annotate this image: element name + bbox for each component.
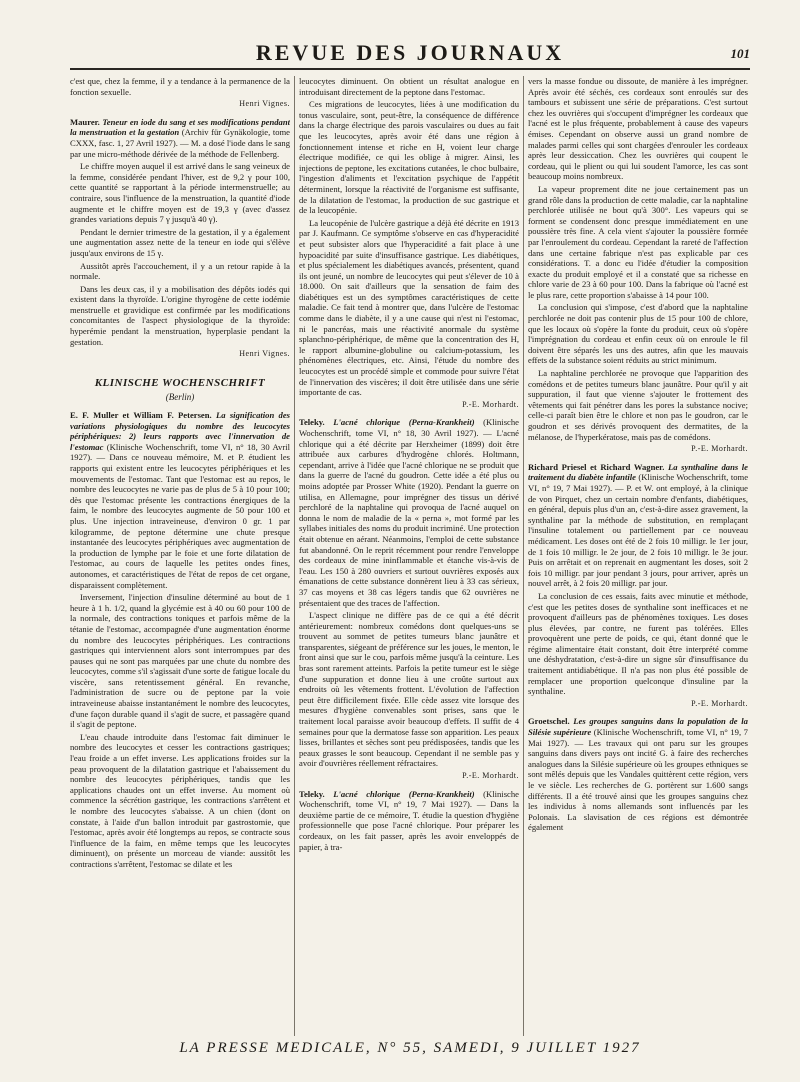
article-columns <box>70 76 750 1036</box>
article-title: La synthaline dans le traitement du diabète infantile <box>528 461 748 483</box>
article-muller-petersen <box>70 410 290 590</box>
signature: Henri Vignes. <box>239 349 290 359</box>
journal-city: (Berlin) <box>165 392 195 403</box>
signature: P.-E. Morhardt. <box>462 399 519 409</box>
paragraph: La conclusion de ces essais, faits avec minutie et méthode, c'est que les petites doses de synthaline sont inefficaces et ne provoquent d'ailleurs pas de phénomènes toxiques. Les doses plus élevées, par contre, ne furent pas tolérées. Elles provoquèrent une perte de poids, ce qui, étant donné que le régime alimentaire était constant, doit être interprété comme une déshydratation, c'est-à-dire un signe sûr d'insuffisance du traitement antidiabétique. Il n'a pas non plus été possible de remplacer une proportion quelconque d'insuline par la synthaline. <box>528 590 748 697</box>
article-title: Teneur en iode du sang et ses modifications pendant la menstruation et la gestation <box>70 116 290 138</box>
article-author: Teleky. <box>299 417 325 428</box>
paragraph: L'aspect clinique ne diffère pas de ce qui a été décrit antérieurement: nombreux comédons dont quelques-uns se trouvent au sommet de petites tumeurs blanc jaunâtre et transparentes, siégeant de préférence sur les joues, le menton, le front ainsi que sur le cou, parfois même jusqu'à la ceinture. Les bras sont rarement atteints. Parfois la petite tumeur est le siège d'une suppuration et donne lieu à une croûte surtout aux endroits où les vêtements frottent. L'évolution de l'affection peut être difficilement fixée. Elle cède assez vite lorsque des mesures d'hygiène convenables sont prises, sans que le traitement local paraisse avoir beaucoup d'effets. Il suffit de 4 semaines pour que la dermatose fasse son apparition. Les peaux lisses, brillantes et sèches sont peu prédisposées, tandis que les peaux grasses le sont beaucoup. Cependant il ne semble pas y avoir d'ouvrières réellement réfractaires. <box>299 610 519 769</box>
paragraph: La vapeur proprement dite ne joue certainement pas un grand rôle dans la production de cette maladie, car la naphtaline perchlorée utilisée ne bout qu'à 300°. Les vapeurs qui se forment se condensent donc presque immédiatement en une poussière très fine. A cela vient s'ajouter la poussière formée par l'enroulement du cordeau. Cependant la rareté de l'affection dans une certaine fabrique n'est pas explicable par ces considérations. T. a donc eu l'idée d'étudier la composition exacte du produit employé et il a constaté que sa richesse en chlore varie de 23 à 60 pour 100. Dans la fabrique où l'acné est le plus rare, cette proportion s'abaisse à 14 pour 100. <box>528 183 748 300</box>
article-author: Teleky. <box>299 788 325 799</box>
paragraph: leucocytes diminuent. On obtient un résultat analogue en introduisant directement de la peptone dans l'estomac. <box>299 76 519 97</box>
signature: Henri Vignes. <box>239 99 290 109</box>
column-2 <box>299 76 519 1036</box>
article-reference: (Klinische Wochenschrift, tome VI, n° 19, 7 Mai 1927). — Dans la deuxième partie de ce mémoire, T. étudie la question d'hygiène professionnelle que pose l'acné chlorique. Pour préparer les cordeaux, on les fait passer, après les avoir enveloppés de papier, à tra- <box>299 788 519 852</box>
paragraph: Pendant le dernier trimestre de la gestation, il y a également une augmentation assez nette de la teneur en iode qui s'élève jusqu'aux environs de 15 γ. <box>70 226 290 258</box>
article-reference: (Klinische Wochenschrift, tome VI, n° 19, 7 Mai 1927). — Les travaux qui ont paru sur les groupes sanguins dans divers pays ont incité G. à faire des recherches analogues dans la Silésie supérieure où les groupes ethniques se sont mêlés depuis que les Vandales quittèrent cette région, vers le ve siècle. Les recherches de G. portèrent sur 1.600 sangs différents. Il a été trouvé ainsi que les groupes sanguins chez les individus à noms allemands sont influencés par les Polonais. La slavisation de ces régions est démontrée également <box>528 727 748 833</box>
column-1 <box>70 76 290 1036</box>
paragraph: La conclusion qui s'impose, c'est d'abord que la naphtaline perchlorée ne doit pas contenir plus de 15 pour 100 de chlore, que les locaux où s'opère la fonte du produit, ceux où s'opère l'imprégnation du cordeau et enfin ceux où on enroule le fil doivent être séparés les uns des autres, afin que les mauvais effets de la substance soient réduits au strict minimum. <box>528 302 748 366</box>
article-title: Les groupes sanguins dans la population de la Silésie supérieure <box>528 716 748 738</box>
signature: P.-E. Morhardt. <box>691 444 748 454</box>
article-reference: (Klinische Wochenschrift, tome VI, n° 18, 30 Avril 1927). — L'acné chlorique qui a été décrite par Herxheimer (1899) doit être attribuée aux carbures d'hydrogène chlorés. Holtmann, cependant, arrive à l'idée que l'acné chlorique ne se produit que dans la guerre de l'acné du goudron. Cette idée a été plus ou moins adoptée par Prosser White (1920). Pendant la guerre on utilisa, en Allemagne, pour imprégner des tissus un dérivé perchloré de la naphtaline qui provoqua de l'acné auquel on donna le nom de maladie de la « perna », mot formé par les syllabes initiales des noms du produit incriminé. Une protection était obtenue en aérant. Néanmoins, l'emploi de cette substance fut abandonné. On le reprit récemment pour rendre l'enveloppe des cordeaux de mine ininflammable et étanche vis-à-vis de l'eau. Les 150 à 280 ouvriers et surtout ouvrières exposés aux émanations de cette substance donnèrent lieu à 33 cas sérieux, 37 cas moyens et 38 cas légers tandis que 62 ouvrières ne présentaient que des traces de l'affection. <box>299 417 519 608</box>
page-footer: LA PRESSE MEDICALE, N° 55, SAMEDI, 9 JUILLET 1927 <box>179 1040 641 1056</box>
running-header <box>70 30 750 70</box>
article-author: Maurer. <box>70 116 100 127</box>
paragraph: Aussitôt après l'accouchement, il y a un retour rapide à la normale. <box>70 260 290 282</box>
column-divider <box>523 76 524 1036</box>
signature: P.-E. Morhardt. <box>462 771 519 780</box>
column-divider <box>294 76 295 1036</box>
paragraph: vers la masse fondue ou dissoute, de manière à les imprégner. Après avoir été séchés, ces cordeaux sont enroulés sur des tambours et subissent une série de préparations. C'est surtout chez les ouvrières qui s'occupent d'imprégner les cordeaux que l'acné est le plus fréquente, probablement à cause des vapeurs émises. Cependant on observe aussi un grand nombre de malades parmi celles qui sont chargées d'enrouler les cordeaux après leur dessiccation. Chez les ouvrières qui coupent le cordeau, qui le plient ou qui lui soudent l'amorce, les cas sont beaucoup moins nombreux. <box>528 76 748 182</box>
article-teleky-2 <box>299 789 519 853</box>
paragraph: La naphtaline perchlorée ne provoque que l'apparition des comédons et de petites tumeurs blanc jaunâtre. Pour qu'il y ait suppuration, il faut que vienne s'ajouter le frottement des vêtements qui fait pénétrer dans les pores la substance nocive; celle-ci paraît bien être le chlore et non pas le goudron, car le goudron et ses dérivés provoquent des dermatites, de la mélanose, de l'hyperkératose, mais pas de comédons. <box>528 368 748 442</box>
journal-section-title: REVUE DES JOURNAUX <box>255 40 565 65</box>
article-title: L'acné chlorique (Perna-Krankheit) <box>333 788 475 799</box>
article-reference: (Klinische Wochenschrift, tome VI, n° 18, 30 Avril 1927). — Dans ce nouveau mémoire, M. et P. étudient les rapports qui existent entre les leucocytes périphériques et les mouvements de l'estomac. Tant que l'estomac est au repos, le nombre des leucocytes ne varie pas de plus de 5 à 10 pour 100; dès que l'estomac présente les contractions énergiques de la faim, le nombre des leucocytes augmente de 50 pour 100 et plus. Une injection intraveineuse, d'environ 0 gr. 1 par kilogramme, de peptone détermine une chute presque instantanée des leucocytes périphériques avec augmentation de la production de lymphe par le foie et une forte dilatation de l'estomac, au cours de laquelle les petites ondes fines, autonomes, et caractéristiques de l'état de repos de cet organe, disparaissent complètement. <box>70 441 290 590</box>
page-number: 101 <box>730 46 750 61</box>
article-priesel-wagner <box>528 462 748 589</box>
article-reference: (Archiv für Gynäkologie, tome CXXX, fasc. 1, 27 Avril 1927). — M. a dosé l'iode dans le sang par une micro-méthode dérivée de la méthode de Fellenberg. <box>70 127 290 159</box>
signature: P.-E. Morhardt. <box>691 698 748 708</box>
article-author: Richard Priesel et Richard Wagner. <box>528 461 665 472</box>
article-teleky-1 <box>299 417 519 608</box>
article-maurer <box>70 117 290 159</box>
paragraph: La leucopénie de l'ulcère gastrique a déjà été décrite en 1913 par J. Kaufmann. Ce symptôme s'observe en cas d'hyperacidité et peut subsister alors que l'hyperacidité a fait place à une hypoacidité par suite d'insuffisance gastrique. Les diabétiques, et plus spécialement les diabétiques avancés, présentent, quand ils ont jeuné, un nombre de leucocytes qui peut s'élever de 10 à 18.000. On sait d'ailleurs que la sensation de faim des diabétiques est un des symptômes caractéristiques de cette maladie. Ce fait tend à montrer que, dans l'ulcère de l'estomac comme dans le diabète, il y a une cause qui n'est ni l'estomac, ni le pancréas, mais une réactivité anormale du système splanchno-périphérique, de même que la concentration des H, le rapport albumine-globuline ou calcium-potassium, les phénomènes électriques, etc. Ainsi, l'étude du nombre des leucocytes est un procédé simple et commode pour suivre l'état de l'innervation des viscères; il doit être utilisée dans une série importante de cas. <box>299 217 519 398</box>
journal-section-heading: KLINISCHE WOCHENSCHRIFT <box>94 376 266 389</box>
paragraph: c'est que, chez la femme, il y a tendance à la permanence de la fonction sexuelle. <box>70 76 290 97</box>
article-title: La signification des variations physiologiques du nombre des leucocytes périphériques: 2) leurs rapports avec l'innervation de l'estomac <box>70 410 290 452</box>
paragraph: Le chiffre moyen auquel il est arrivé dans le sang veineux de la femme, considérée pendant l'hiver, est de 9,2 γ pour 100, cette quantité se rapportant à la période intermenstruelle; au contraire, sous l'influence de la menstruation, la quantité d'iode augmente et le chiffre moyen est de 19,3 γ (avec d'assez grandes variations depuis 7 γ jusqu'à 40 γ). <box>70 161 290 225</box>
paragraph: L'eau chaude introduite dans l'estomac fait diminuer le nombre des leucocytes et cesser les contractions gastriques; l'eau froide a un effet inverse. Les applications froides sur la peau provoquent de la dilatation gastrique et l'abaissement du nombre des leucocytes périphériques, tandis que les applications chaudes ont un effet inverse. Au moment où commence la sécrétion gastrique, les contractions s'arrêtent et le nombre des leucocytes s'abaisse. A un chien (dont on constate, à l'aide d'un ballon introduit par gastrostomie, que l'estomac, après avoir été longtemps au repos, se contracte sous l'influence de la faim, en même temps que les leucocytes diminuent), on présente un morceau de viande: aussitôt les contractions s'arrêtent, l'estomac se dilate et les <box>70 731 290 869</box>
article-groetschel <box>528 716 748 833</box>
article-reference: (Klinische Wochenschrift, tome VI, n° 19, 7 Mai 1927). — P. et W. ont employé, à la clinique de von Pirquet, chez un certain nombre d'enfants, diabétiques, en général, depuis plus d'un an, c'est-à-dire assez gravement, la synthaline par la méthode de substitution, en remplaçant l'insuline totalement ou partiellement par ce nouveau médicament. Les doses ont été de 2 fois 10 milligr. le 1er jour, de 1 fois 10 milligr. le 2e jour, de 2 fois 10 milligr. le 3e jour. Puis on arrêtait et on reprenait en augmentant les doses, soit 2 fois 10 milligr. par jour pendant 3 jours, pour arriver, après un nouvel arrêt, à 2 fois 20 milligr. par jour. <box>528 472 748 589</box>
paragraph: Ces migrations de leucocytes, liées à une modification du tonus vasculaire, sont, peut-être, la conséquence de différence dans la charge électrique des parois vasculaires ou dues au fait que les leucocytes, après avoir été dans une région à fonctionnement intense et riche en H, voient leur charge électrique modifiée, ce qui les oblige à migrer. Ainsi, les injections de peptone, les excitations cutanées, le choc bulbaire, l'ingestion d'aliments et l'excitation psychique de l'appétit déterminent, lorsque la réactivité de l'organisme est suffisante, de la dilatation de l'estomac, la production de suc gastrique et de la leucopénie. <box>299 99 519 216</box>
article-author: Groetschel. <box>528 716 570 727</box>
article-title: L'acné chlorique (Perna-Krankheit) <box>333 417 475 428</box>
column-3 <box>528 76 748 1036</box>
article-author: E. F. Muller et William F. Petersen. <box>70 410 212 421</box>
paragraph: Inversement, l'injection d'insuline déterminé au bout de 1 heure à 1 h. 1/2, quand la glycémie est à 40 ou 60 pour 100 de la normale, des contractions toniques et parfois même de la tétanie de l'estomac, accompagnée d'une augmentation énorme du nombre des leucocytes périphériques. Les contractions gastriques qui interviennent alors sont interrompues par des pauses qui ne sont pas marquées par une chute du nombre des leucocytes, comme s'il s'agissait d'une sorte de fatigue locale du viscère, sans retentissement général. En revanche, l'administration de sucre ou de peptone par la voie intraveineuse abaisse instantanément le nombre des leucocytes, d'une façon durable quand il s'agit de sucre, et passagère quand il s'agit de peptone. <box>70 592 290 730</box>
paragraph: Dans les deux cas, il y a mobilisation des dépôts iodés qui existent dans la thyroïde. L'origine thyrogène de cette iodémie menstruelle et gravidique est confirmée par les modifications concomitantes de l'aspect physiologique de la thyroïde: hyperémie pendant la menstruation, hyperplasie pendant la gestation. <box>70 283 290 347</box>
